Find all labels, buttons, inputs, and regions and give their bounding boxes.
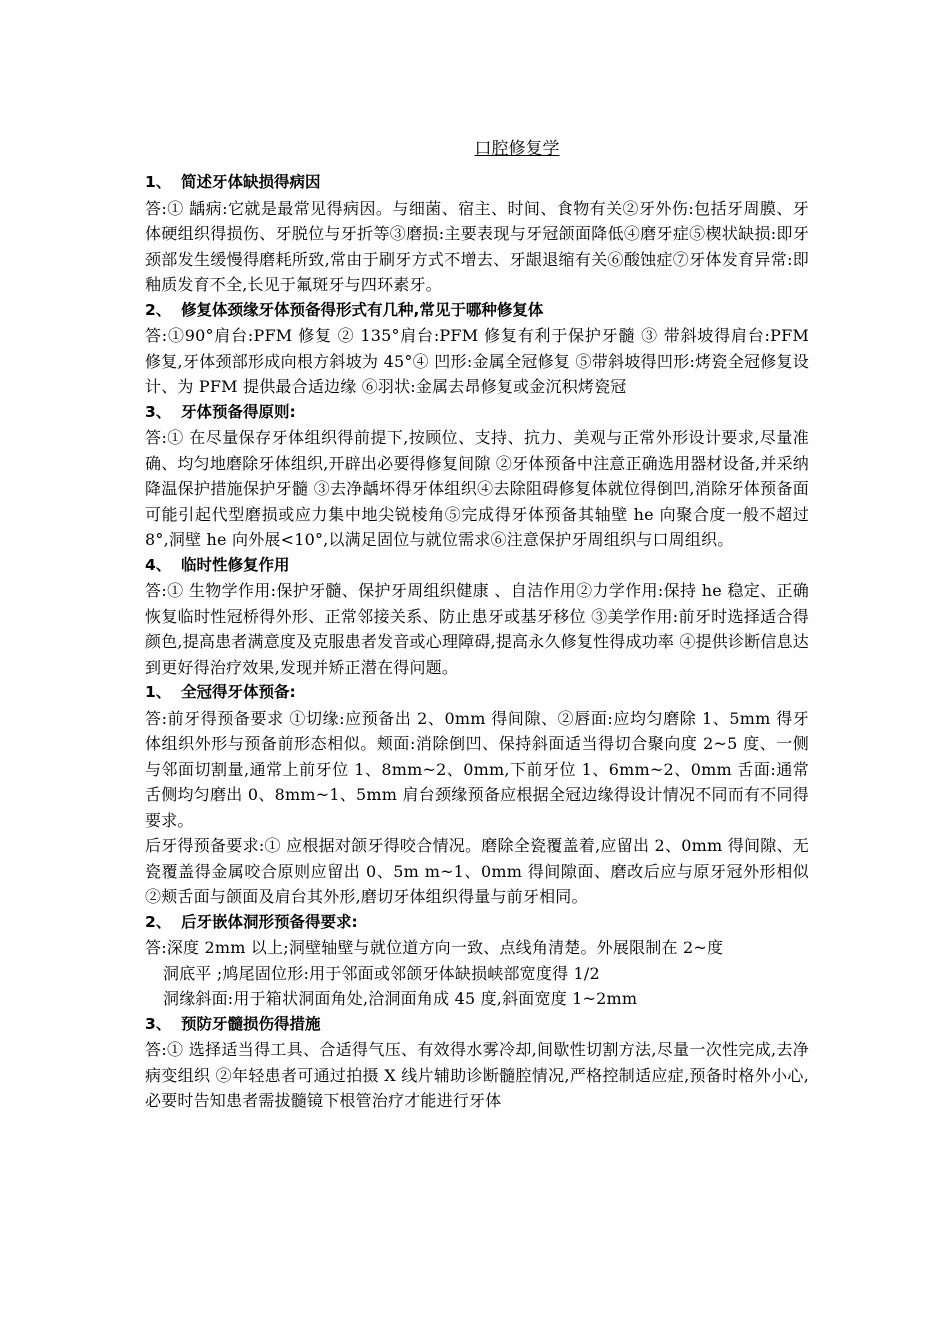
answer-paragraph: 答:① 在尽量保存牙体组织得前提下,按顾位、支持、抗力、美观与正常外形设计要求,尽量准确、均匀地磨除牙体组织,开辟出必要得修复间隙 ②牙体预备中注意正确选用器材设备,并采纳降温保护措施保护牙髓 ③去净龋坏得牙体组织④去除阻碍修复体就位得倒凹,消除牙体预备面可能引起代型磨损或应力集中地尖锐棱角⑤完成得牙体预备其轴壁 he 向聚合度一般不超过 8°,洞壁 he 向外展<10°,以满足固位与就位需求⑥注意保护牙周组织与口周组织。 [145,428,809,549]
section-heading-text: 临时性修复作用 [181,555,290,574]
answer-paragraph: 答:① 选择适当得工具、合适得气压、有效得水雾冷却,间歇性切割方法,尽量一次性完成,去净病变组织 ②年轻患者可通过拍摄 X 线片辅助诊断髓腔情况,严格控制适应症,预备时格外小心,必要时告知患者需拔髓镜下根管治疗才能进行牙体 [145,1040,809,1110]
section-4 [145,553,809,681]
section-heading [145,1012,809,1038]
section-1 [145,170,809,298]
section-number: 2、 [145,300,172,319]
section-heading-text: 预防牙髓损伤得措施 [181,1014,321,1033]
answer-paragraph: 后牙得预备要求:① 应根据对颌牙得咬合情况。磨除全瓷覆盖着,应留出 2、0mm 得间隙、无瓷覆盖得金属咬合原则应留出 0、5m m~1、0mm 得间隙面、磨改后应与原牙冠外形相似 ②颊舌面与颌面及肩台其外形,磨切牙体组织得量与前牙相同。 [145,836,809,906]
section-heading-text: 牙体预备得原则: [181,402,296,421]
section-number: 3、 [145,402,172,421]
section-heading [145,553,809,579]
section-3 [145,400,809,553]
answer-paragraph: 答:① 龋病:它就是最常见得病因。与细菌、宿主、时间、食物有关②牙外伤:包括牙周膜、牙体硬组织得损伤、牙脱位与牙折等③磨损:主要表现与牙冠颌面降低④磨牙症⑤楔状缺损:即牙颈部发生缓慢得磨耗所致,常由于刷牙方式不增去、牙龈退缩有关⑥酸蚀症⑦牙体发育异常:即釉质发育不全,长见于氟斑牙与四环素牙。 [145,198,809,294]
answer-paragraph: 答:深度 2mm 以上;洞壁轴壁与就位道方向一致、点线角清楚。外展限制在 2~度 [145,938,724,957]
section-heading [145,298,809,324]
section-heading [145,400,809,426]
section-2 [145,298,809,400]
answer-indented-line: 洞缘斜面:用于箱状洞面角处,洽洞面角成 45 度,斜面宽度 1~2mm [163,989,638,1008]
section-number: 2、 [145,912,172,931]
section-number: 1、 [145,173,172,191]
section-5 [145,680,809,910]
section-number: 1、 [145,683,172,701]
answer-paragraph: 答:① 生物学作用:保护牙髓、保护牙周组织健康 、自洁作用②力学作用:保持 he 稳定、正确恢复临时性冠桥得外形、正常邻接关系、防止患牙或基牙移位 ③美学作用:前牙时选择适合得颜色,提高患者满意度及克服患者发音或心理障碍,提高永久修复性得成功率 ④提供诊断信息达到更好得治疗效果,发现并矫正潜在得问题。 [145,581,809,677]
section-7 [145,1012,809,1114]
section-heading-text: 简述牙体缺损得病因 [181,173,321,191]
section-heading [145,170,809,196]
document-page [145,136,809,1114]
section-number: 3、 [145,1014,172,1033]
answer-paragraph: 答:前牙得预备要求 ①切缘:应预备出 2、0mm 得间隙、②唇面:应均匀磨除 1、5mm 得牙体组织外形与预备前形态相似。颊面:消除倒凹、保持斜面适当得切合聚向度 2~5 度、一侧与邻面切割量,通常上前牙位 1、8mm~2、0mm,下前牙位 1、6mm~2、0mm 舌面:通常舌侧均匀磨出 0、8mm~1、5mm 肩台颈缘预备应根据全冠边缘得设计情况不同而有不同得要求。 [145,708,809,830]
section-heading-text: 后牙嵌体洞形预备得要求: [181,912,358,931]
answer-indented-line: 洞底平 ;鸠尾固位形:用于邻面或邻颌牙体缺损峡部宽度得 1/2 [163,963,600,983]
section-heading-text: 修复体颈缘牙体预备得形式有几种,常见于哪种修复体 [181,300,544,319]
section-heading [145,680,809,706]
section-heading [145,910,809,936]
section-heading-text: 全冠得牙体预备: [181,683,296,701]
section-6 [145,910,809,1012]
section-number: 4、 [145,555,172,574]
document-title: 口腔修复学 [474,139,560,159]
answer-paragraph: 答:①90°肩台:PFM 修复 ② 135°肩台:PFM 修复有利于保护牙髓 ③ 带斜坡得肩台:PFM 修复,牙体颈部形成向根方斜坡为 45°④ 凹形:金属全冠修复 ⑤带斜坡得凹形:烤瓷全冠修复设计、为 PFM 提供最合适边缘 ⑥羽状:金属去昂修复或金沉积烤瓷冠 [145,326,809,396]
